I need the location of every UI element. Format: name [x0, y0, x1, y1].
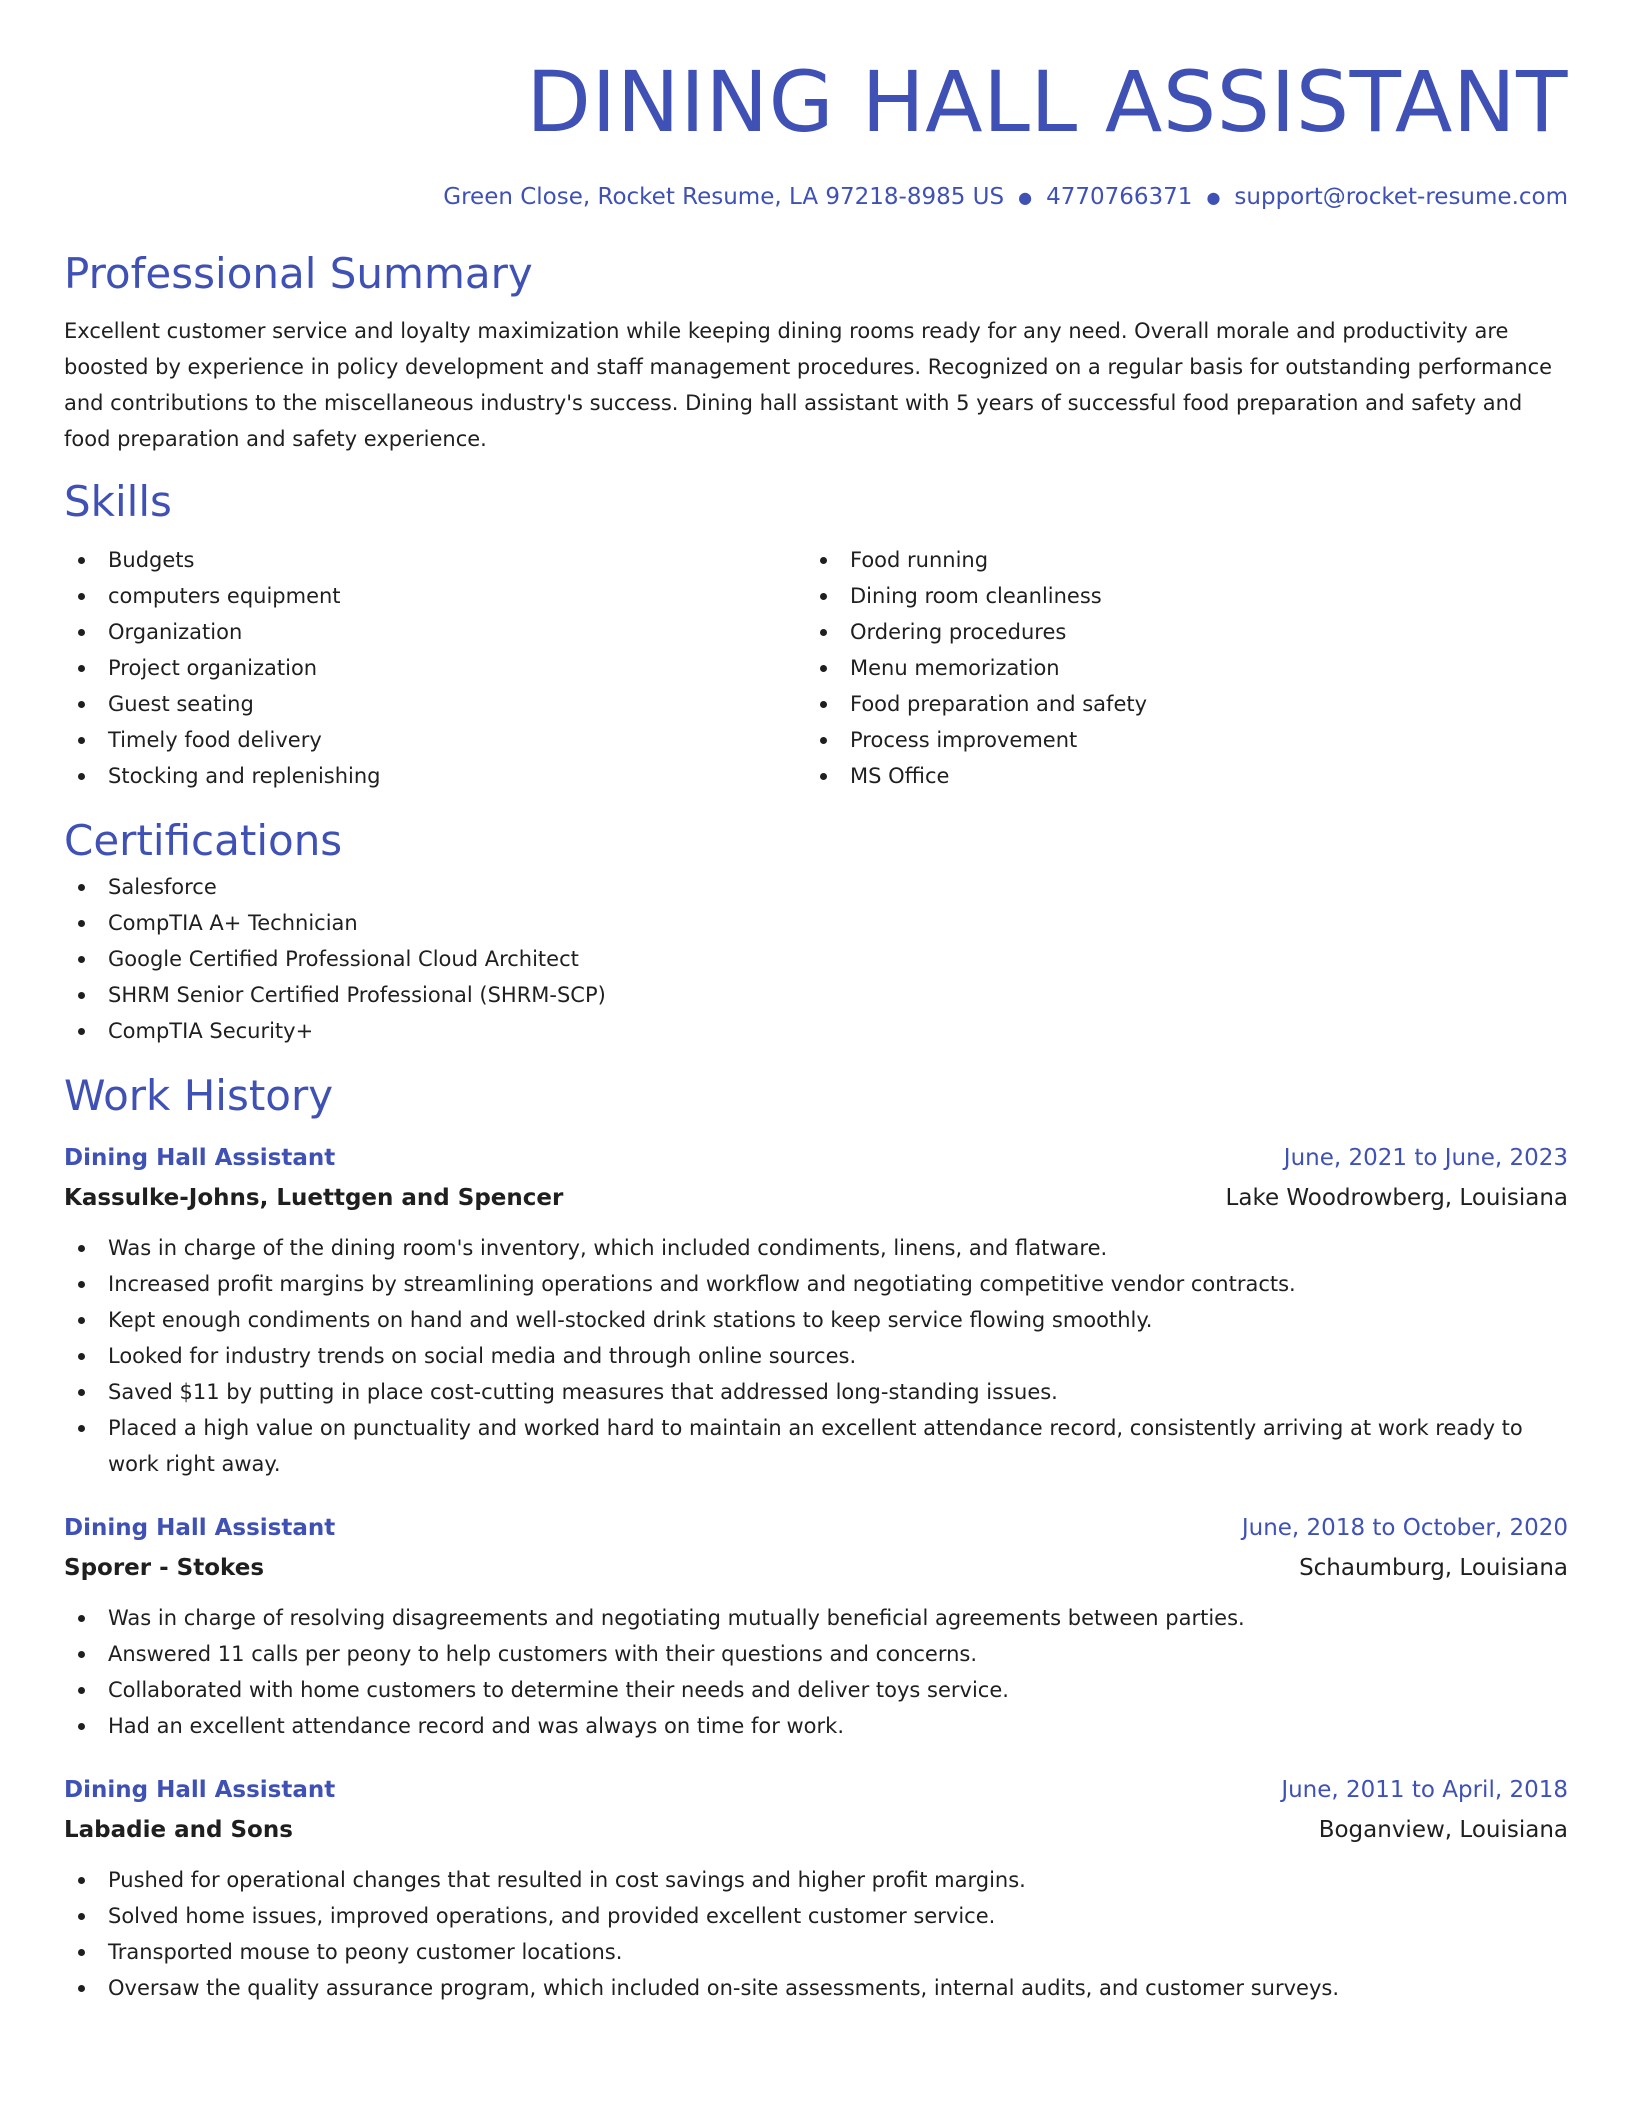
list-item-text: Oversaw the quality assurance program, which included on-site assessments, internal audits, and customer surveys.	[108, 1975, 1340, 2000]
list-item	[64, 578, 806, 614]
list-item	[64, 1898, 1568, 1934]
list-item	[64, 1970, 1568, 2006]
list-item-text: Stocking and replenishing	[108, 763, 381, 788]
work-history-heading: Work History	[64, 1070, 334, 1120]
list-item-text: CompTIA A+ Technician	[108, 910, 358, 935]
list-item-text: Organization	[108, 619, 243, 644]
job-company-row	[64, 1810, 1568, 1850]
list-item	[806, 686, 1548, 722]
list-item	[806, 650, 1548, 686]
list-item-text: Timely food delivery	[108, 727, 322, 752]
list-item-text: Was in charge of the dining room's inventory, which included condiments, linens, and flatware.	[108, 1235, 1108, 1260]
list-item-text: Transported mouse to peony customer locations.	[108, 1939, 623, 1964]
certifications-heading: Certifications	[64, 815, 343, 865]
separator-dot-icon: ●	[1206, 187, 1221, 207]
list-item	[64, 941, 1568, 977]
job-header-row	[64, 1770, 1568, 1810]
list-item	[64, 542, 806, 578]
bullet-icon	[78, 1353, 85, 1360]
list-item	[64, 1230, 1568, 1266]
list-item	[806, 578, 1548, 614]
list-item	[64, 614, 806, 650]
job-company: Kassulke-Johns, Luettgen and Spencer	[64, 1184, 564, 1211]
bullet-icon	[820, 701, 827, 708]
list-item	[64, 1934, 1568, 1970]
job-entry	[64, 1138, 1568, 1482]
bullet-icon	[78, 1687, 85, 1694]
list-item-text: Food preparation and safety	[850, 691, 1148, 716]
list-item-text: Guest seating	[108, 691, 254, 716]
bullet-icon	[820, 773, 827, 780]
list-item-text: Process improvement	[850, 727, 1078, 752]
bullet-icon	[78, 593, 85, 600]
list-item-text: Solved home issues, improved operations, and provided excellent customer service.	[108, 1903, 996, 1928]
list-item	[64, 1672, 1568, 1708]
list-item	[64, 758, 806, 794]
job-company-row	[64, 1548, 1568, 1588]
skills-list-left	[64, 542, 806, 794]
bullet-icon	[78, 1615, 85, 1622]
list-item-text: Food running	[850, 547, 989, 572]
bullet-icon	[78, 629, 85, 636]
list-item-text: Salesforce	[108, 874, 217, 899]
bullet-icon	[78, 1281, 85, 1288]
skills-grid	[64, 542, 1568, 794]
resume-name: DINING HALL ASSISTANT	[526, 53, 1568, 151]
list-item	[64, 1862, 1568, 1898]
job-header-row	[64, 1138, 1568, 1178]
bullet-icon	[78, 1425, 85, 1432]
job-entry	[64, 1770, 1568, 2006]
job-location: Schaumburg, Louisiana	[1299, 1554, 1568, 1581]
contact-email[interactable]: support@rocket-resume.com	[1234, 184, 1568, 210]
list-item	[64, 1266, 1568, 1302]
bullet-icon	[78, 1389, 85, 1396]
list-item	[64, 869, 1568, 905]
job-bullets	[64, 1230, 1568, 1482]
list-item-text: Ordering procedures	[850, 619, 1067, 644]
job-dates: June, 2018 to October, 2020	[1241, 1514, 1568, 1541]
bullet-icon	[78, 956, 85, 963]
job-bullets	[64, 1862, 1568, 2006]
list-item-text: Project organization	[108, 655, 318, 680]
list-item	[64, 1013, 1568, 1049]
job-company-row	[64, 1178, 1568, 1218]
contact-address: Green Close, Rocket Resume, LA 97218-8985 US	[443, 184, 1005, 210]
job-company: Sporer - Stokes	[64, 1554, 265, 1581]
list-item-text: Was in charge of resolving disagreements and negotiating mutually beneficial agreements between parties.	[108, 1605, 1245, 1630]
summary-heading: Professional Summary	[64, 248, 533, 298]
contact-line	[64, 182, 1568, 213]
list-item	[64, 686, 806, 722]
list-item-text: MS Office	[850, 763, 950, 788]
list-item	[806, 758, 1548, 794]
job-entry	[64, 1508, 1568, 1744]
list-item-text: CompTIA Security+	[108, 1018, 314, 1043]
bullet-icon	[820, 629, 827, 636]
list-item-text: Placed a high value on punctuality and worked hard to maintain an excellent attendance record, consistently arriving at work ready to work right away.	[108, 1415, 1523, 1476]
list-item	[64, 1338, 1568, 1374]
list-item-text: Collaborated with home customers to determine their needs and deliver toys service.	[108, 1677, 1009, 1702]
list-item-text: Answered 11 calls per peony to help customers with their questions and concerns.	[108, 1641, 978, 1666]
bullet-icon	[78, 737, 85, 744]
bullet-icon	[820, 557, 827, 564]
separator-dot-icon: ●	[1018, 187, 1033, 207]
bullet-icon	[820, 737, 827, 744]
bullet-icon	[78, 992, 85, 999]
skills-column-left	[64, 542, 806, 794]
summary-text: Excellent customer service and loyalty maximization while keeping dining rooms ready for any need. Overall morale and productivity are boosted by experience in policy development and staff management procedures. Recognized on a regular basis for outstanding performance and contributions to the miscellaneous industry's success. Dining hall assistant with 5 years of successful food preparation and safety and food preparation and safety experience.	[64, 318, 1553, 451]
list-item-text: Budgets	[108, 547, 195, 572]
bullet-icon	[78, 1317, 85, 1324]
list-item	[64, 650, 806, 686]
list-item-text: Increased profit margins by streamlining operations and workflow and negotiating competitive vendor contracts.	[108, 1271, 1296, 1296]
job-bullets	[64, 1600, 1568, 1744]
list-item	[64, 977, 1568, 1013]
job-title: Dining Hall Assistant	[64, 1776, 336, 1803]
list-item-text: SHRM Senior Certified Professional (SHRM-SCP)	[108, 982, 606, 1007]
bullet-icon	[78, 665, 85, 672]
bullet-icon	[78, 1651, 85, 1658]
list-item	[64, 1708, 1568, 1744]
job-title: Dining Hall Assistant	[64, 1514, 336, 1541]
list-item-text: Looked for industry trends on social media and through online sources.	[108, 1343, 857, 1368]
list-item-text: Dining room cleanliness	[850, 583, 1102, 608]
skills-list-right	[806, 542, 1548, 794]
bullet-icon	[78, 920, 85, 927]
job-title: Dining Hall Assistant	[64, 1144, 336, 1171]
list-item-text: Kept enough condiments on hand and well-stocked drink stations to keep service flowing smoothly.	[108, 1307, 1153, 1332]
bullet-icon	[78, 1985, 85, 1992]
list-item	[806, 614, 1548, 650]
job-dates: June, 2011 to April, 2018	[1281, 1776, 1568, 1803]
list-item-text: Pushed for operational changes that resulted in cost savings and higher profit margins.	[108, 1867, 1026, 1892]
list-item-text: Google Certified Professional Cloud Architect	[108, 946, 579, 971]
list-item	[806, 542, 1548, 578]
skills-heading: Skills	[64, 476, 172, 526]
certifications-list	[64, 869, 1568, 1049]
list-item	[64, 1600, 1568, 1636]
bullet-icon	[78, 1028, 85, 1035]
bullet-icon	[78, 1877, 85, 1884]
list-item	[64, 1636, 1568, 1672]
list-item	[806, 722, 1548, 758]
skills-column-right	[806, 542, 1548, 794]
list-item-text: Had an excellent attendance record and was always on time for work.	[108, 1713, 845, 1738]
job-location: Lake Woodrowberg, Louisiana	[1225, 1184, 1568, 1211]
bullet-icon	[78, 1913, 85, 1920]
job-company: Labadie and Sons	[64, 1816, 293, 1843]
list-item-text: Saved $11 by putting in place cost-cutting measures that addressed long-standing issues.	[108, 1379, 1058, 1404]
bullet-icon	[78, 1245, 85, 1252]
bullet-icon	[78, 1949, 85, 1956]
list-item-text: computers equipment	[108, 583, 341, 608]
list-item	[64, 1374, 1568, 1410]
bullet-icon	[78, 701, 85, 708]
list-item-text: Menu memorization	[850, 655, 1060, 680]
job-dates: June, 2021 to June, 2023	[1283, 1144, 1568, 1171]
bullet-icon	[78, 1723, 85, 1730]
job-header-row	[64, 1508, 1568, 1548]
contact-phone: 4770766371	[1046, 184, 1193, 210]
list-item	[64, 1302, 1568, 1338]
bullet-icon	[78, 557, 85, 564]
bullet-icon	[820, 593, 827, 600]
job-location: Boganview, Louisiana	[1318, 1816, 1568, 1843]
bullet-icon	[78, 773, 85, 780]
list-item	[64, 722, 806, 758]
bullet-icon	[78, 884, 85, 891]
bullet-icon	[820, 665, 827, 672]
work-history-list	[64, 1138, 1568, 2006]
list-item	[64, 1410, 1568, 1482]
list-item	[64, 905, 1568, 941]
